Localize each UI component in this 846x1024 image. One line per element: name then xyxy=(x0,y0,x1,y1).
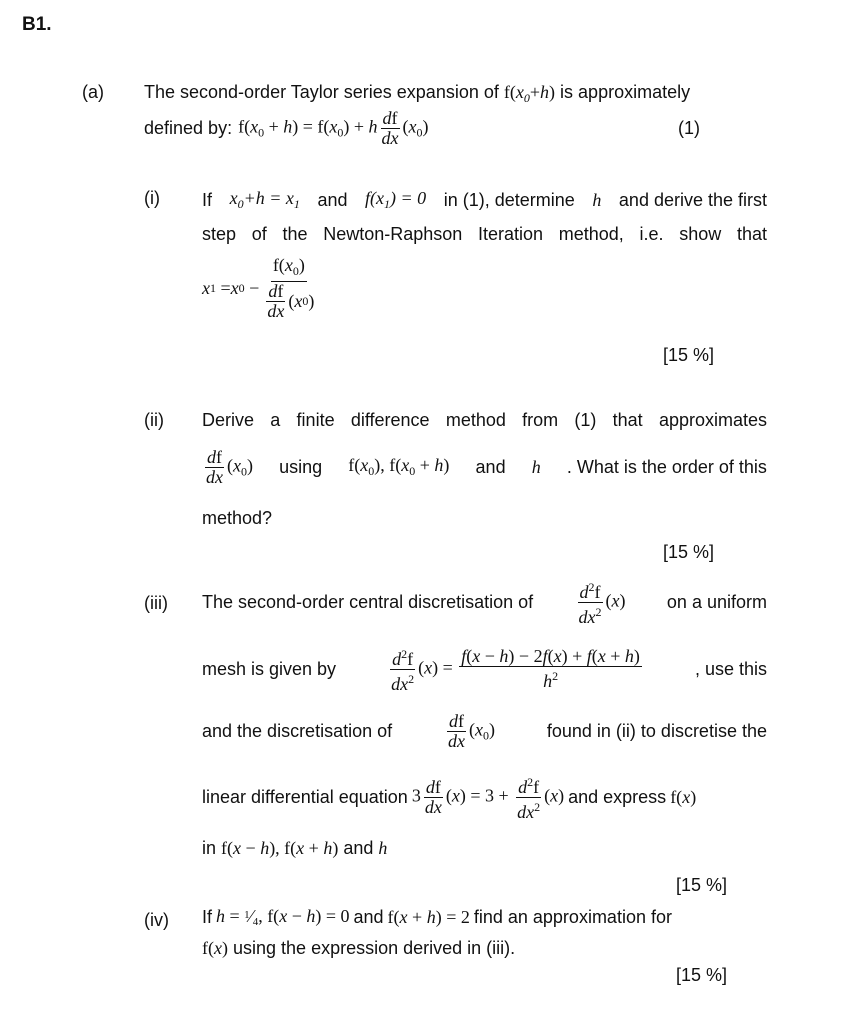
part-ii-line-3: method? xyxy=(202,508,273,528)
central-difference-formula: $\frac{d^2f}{dx^2}$ (x) = $\frac{f(x - h) - 2f(x) + f(x + h)}{h^2}$ xyxy=(391,646,640,694)
part-iii-label: (iii) xyxy=(144,593,168,613)
differential-equation: 3 $\frac{df}{dx}$ (x) = 3 + $\frac{d^2f}{dx^2}$ (x) xyxy=(411,774,565,822)
part-iv-label: (iv) xyxy=(144,910,169,930)
part-i-label: (i) xyxy=(144,188,160,208)
part-i-marks: [15 %] xyxy=(663,345,715,365)
equation-number: (1) xyxy=(678,118,700,138)
part-i-line-1: If $x_0+h = x_1$ and $f(x_1) = 0$ in (1), determine h and derive the first xyxy=(202,188,767,211)
part-ii-line-1: Derive a finite difference method from (1) that approximates xyxy=(202,410,767,430)
part-a-label: (a) xyxy=(82,82,104,102)
part-i-line-2: step of the Newton-Raphson Iteration method, i.e. show that xyxy=(202,224,767,244)
part-iii-line-3: and the discretisation of $\frac{df}{dx}$ $(x_0)$ found in (ii) to discretise the xyxy=(202,710,767,751)
part-iii-marks: [15 %] xyxy=(676,875,728,895)
part-iv-line-2: f(x) using the expression derived in (iii). xyxy=(202,938,516,958)
part-iii-line-2: mesh is given by $\frac{d^2f}{dx^2}$ (x) = $\frac{f(x - h) - 2f(x) + f(x + h)}{h^2}$ , use this xyxy=(202,646,767,694)
part-ii-line-2: $\frac{df}{dx}$ $(x_0)$ using $f(x_0)$, $f(x_0 + h)$ and h . What is the order of this xyxy=(206,446,767,487)
part-ii-label: (ii) xyxy=(144,410,164,430)
part-iii-line-5: in f(x − h), f(x + h) and h xyxy=(202,838,388,858)
part-iv-marks: [15 %] xyxy=(676,965,728,985)
part-iii-line-4: linear differential equation 3 $\frac{df}{dx}$ (x) = 3 + $\frac{d^2f}{dx^2}$ (x) and express f(x) xyxy=(202,774,697,822)
taylor-equation: $f(x_0 + h) = f(x_0) + h$ $\frac{df}{dx}$ $(x_0)$ xyxy=(238,107,429,148)
part-a-line-1: The second-order Taylor series expansion of $f(x_0+h)$ is approximately xyxy=(144,82,691,105)
part-iv-line-1: If h = $^1$⁄4, f(x − h) = 0 and f(x + h) = 2 find an approximation for xyxy=(202,906,672,928)
section-heading: B1. xyxy=(22,14,52,35)
part-ii-marks: [15 %] xyxy=(663,542,715,562)
newton-raphson-formula: x 1 = x 0 − $f(x_0)$ $\frac{df}{dx}$ ( x 0 ) xyxy=(202,255,315,321)
part-a-line-2: defined by: $f(x_0 + h) = f(x_0) + h$ $\frac{df}{dx}$ $(x_0)$ xyxy=(144,107,429,148)
part-iii-line-1: The second-order central discretisation of $\frac{d^2f}{dx^2}$ (x) on a uniform xyxy=(202,579,767,627)
